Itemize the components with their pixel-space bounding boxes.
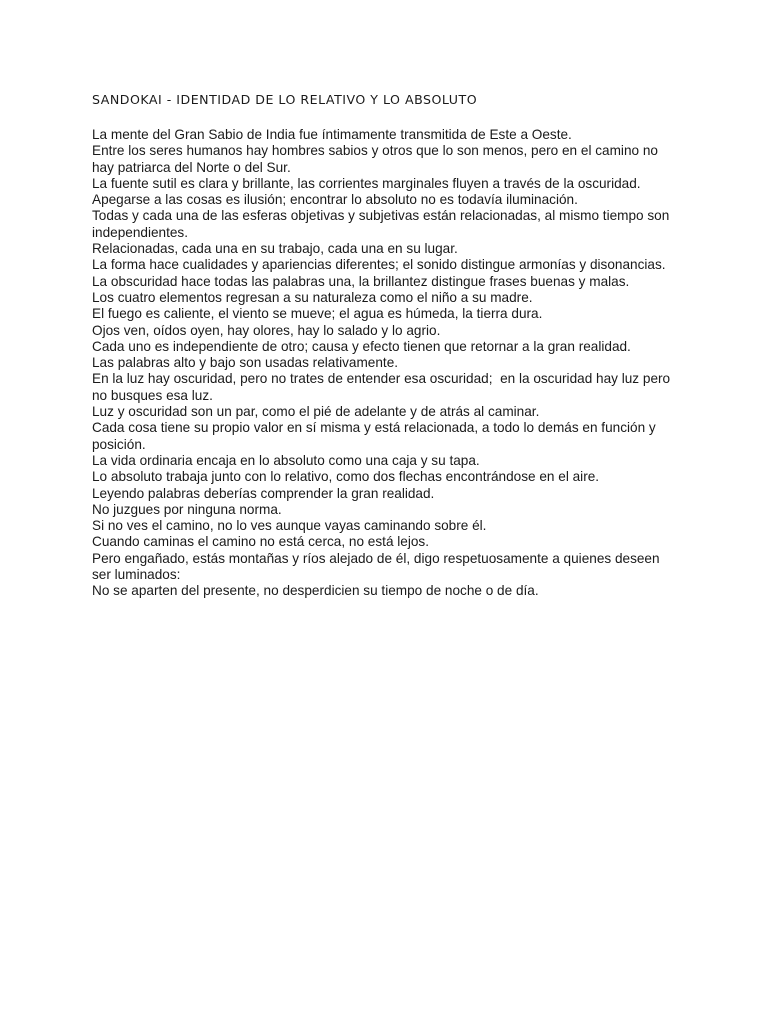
text-line: La fuente sutil es clara y brillante, las corrientes marginales fluyen a través de la oscuridad.	[92, 175, 641, 191]
text-line: Luz y oscuridad son un par, como el pié de adelante y de atrás al caminar.	[92, 404, 540, 420]
text-line: Cada uno es independiente de otro; causa y efecto tienen que retornar a la gran realidad.	[92, 338, 631, 354]
text-line: La vida ordinaria encaja en lo absoluto como una caja y su tapa.	[92, 452, 480, 468]
text-line: La obscuridad hace todas las palabras una, la brillantez distingue frases buenas y malas.	[92, 273, 630, 289]
text-line: No juzgues por ninguna norma.	[92, 501, 282, 517]
text-line: Pero engañado, estás montañas y ríos alejado de él, digo respetuosamente a quienes deseen ser luminados:	[92, 550, 664, 583]
text-line: Lo absoluto trabaja junto con lo relativo, como dos flechas encontrándose en el aire.	[92, 469, 600, 485]
text-line: El fuego es caliente, el viento se mueve; el agua es húmeda, la tierra dura.	[92, 306, 543, 322]
document-body	[92, 127, 682, 600]
text-line: Las palabras alto y bajo son usadas relativamente.	[92, 355, 399, 371]
text-line: Si no ves el camino, no lo ves aunque vayas caminando sobre él.	[92, 518, 487, 534]
text-line: Entre los seres humanos hay hombres sabios y otros que lo son menos, pero en el camino no hay patriarca del Norte o del Sur.	[92, 143, 662, 175]
text-line: La forma hace cualidades y apariencias diferentes; el sonido distingue armonías y disonancias.	[92, 257, 666, 273]
text-line: Apegarse a las cosas es ilusión; encontrar lo absoluto no es todavía iluminación.	[92, 192, 578, 208]
text-line: Cada cosa tiene su propio valor en sí misma y está relacionada, a todo lo demás en función y posición.	[92, 420, 660, 452]
text-line: La mente del Gran Sabio de India fue íntimamente transmitida de Este a Oeste.	[92, 127, 572, 142]
text-line: Ojos ven, oídos oyen, hay olores, hay lo salado y lo agrio.	[92, 322, 441, 338]
text-line: Todas y cada una de las esferas objetivas y subjetivas están relacionadas, al mismo tiempo son independientes.	[92, 208, 674, 240]
text-line: Los cuatro elementos regresan a su naturaleza como el niño a su madre.	[92, 289, 533, 305]
text-line: Relacionadas, cada una en su trabajo, cada una en su lugar.	[92, 241, 458, 257]
text-line: Leyendo palabras deberías comprender la gran realidad.	[92, 485, 435, 501]
text-line: En la luz hay oscuridad, pero no trates de entender esa oscuridad; en la oscuridad hay luz pero no busques esa luz.	[92, 371, 674, 403]
text-line: No se aparten del presente, no desperdicien su tiempo de noche o de día.	[92, 583, 539, 599]
text-line: Cuando caminas el camino no está cerca, no está lejos.	[92, 534, 430, 550]
document-title: SANDOKAI - IDENTIDAD DE LO RELATIVO Y LO ABSOLUTO	[92, 92, 478, 107]
